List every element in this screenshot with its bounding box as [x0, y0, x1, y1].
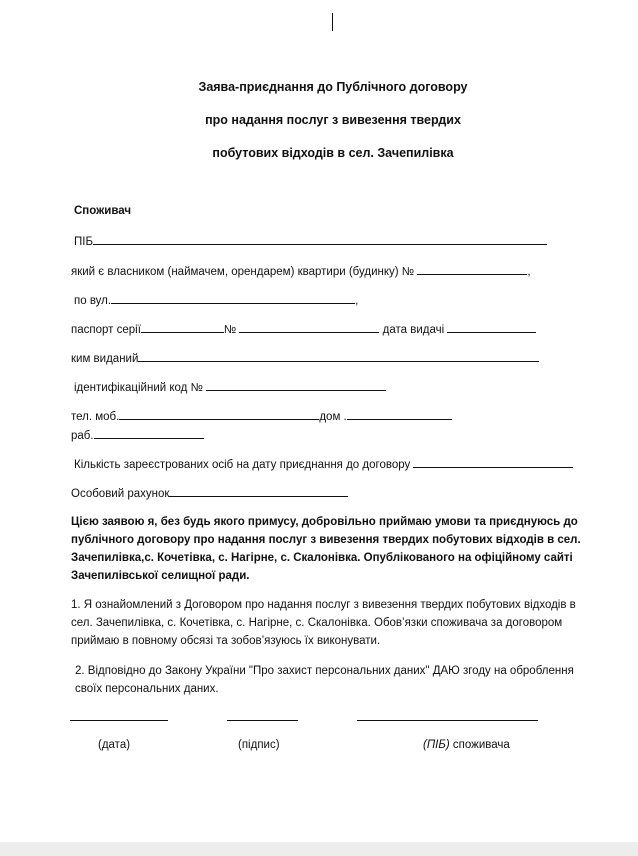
apartment-number-blank[interactable] — [417, 263, 527, 275]
account-label: Особовий рахунок — [71, 488, 170, 500]
title-line-2: про надання послуг з вивезення твердих — [205, 113, 461, 127]
consumer-heading: Споживач — [74, 205, 132, 217]
id-code-blank[interactable] — [206, 379, 386, 391]
statement-paragraph: Цією заявою я, без будь якого примусу, добровільно приймаю умови та приєднуюсь до публічного договору про надання послуг з вивезення твердих побутових відходів в сел. Зачепилівка,с. Кочетівка, с. Нагірне, с. Скалонівка. Опублікованого на офіційному сайті Зачепилівської селищної ради. — [71, 516, 581, 582]
pib-label: ПІБ — [74, 236, 94, 248]
date-caption: (дата) — [98, 739, 131, 751]
clause-1: 1. Я ознайомлений з Договором про надання послуг з вивезення твердих побутових відходів в сел. Зачепилівка, с. Кочетівка, с. Нагірне, с. Скалонівка. Обов’язки споживача за договором приймаю в повному обсязі та зобов’язуюсь їх виконувати. — [71, 599, 576, 647]
passport-row — [71, 321, 536, 336]
page-bottom-edge — [0, 842, 638, 856]
street-blank[interactable] — [111, 292, 355, 304]
registered-label: Кількість зареєстрованих осіб на дату приєднання до договору — [74, 459, 411, 471]
title-line-3: побутових відходів в сел. Зачепилівка — [212, 146, 454, 160]
issued-by-blank[interactable] — [138, 350, 539, 362]
passport-number-blank[interactable] — [239, 321, 379, 333]
work-label: раб. — [71, 430, 94, 442]
pib-blank[interactable] — [93, 233, 547, 245]
pib-caption — [423, 739, 510, 751]
sign-signature-line[interactable] — [227, 720, 298, 721]
issue-date-blank[interactable] — [447, 321, 536, 333]
work-phone-blank[interactable] — [94, 427, 204, 439]
owner-tail: , — [527, 266, 531, 278]
id-code-row — [74, 379, 386, 394]
phone-row — [71, 408, 452, 423]
passport-series-label: паспорт серії — [71, 324, 141, 336]
id-code-label: ідентифікаційний код № — [74, 382, 203, 394]
consumer-caption: споживача — [452, 739, 510, 751]
street-label: по вул. — [74, 295, 112, 307]
work-row — [71, 427, 204, 442]
pib-caption-italic: (ПІБ) — [423, 739, 450, 751]
title-line-1: Заява-приєднання до Публічного договору — [198, 80, 468, 94]
sign-caption: (підпис) — [238, 739, 280, 751]
street-row — [74, 292, 358, 307]
street-tail: , — [355, 295, 359, 307]
home-label: дом . — [319, 411, 347, 423]
issued-by-label: ким виданий — [71, 353, 139, 365]
registered-row — [74, 456, 573, 471]
issue-date-label: дата видачі — [382, 324, 445, 336]
account-row — [71, 485, 348, 500]
date-signature-line[interactable] — [70, 720, 168, 721]
mobile-label: тел. моб. — [71, 411, 120, 423]
registered-count-blank[interactable] — [413, 456, 573, 468]
text-cursor — [332, 13, 333, 31]
passport-no-label: № — [223, 324, 237, 336]
home-phone-blank[interactable] — [347, 408, 452, 420]
clause-2: 2. Відповідно до Закону України "Про захист персональних даних" ДАЮ згоду на оброблення своїх персональних даних. — [75, 665, 574, 695]
pib-row — [74, 233, 547, 248]
issued-by-row — [71, 350, 539, 365]
mobile-blank[interactable] — [119, 408, 319, 420]
owner-row — [71, 263, 531, 278]
pib-signature-line[interactable] — [357, 720, 538, 721]
passport-series-blank[interactable] — [141, 321, 224, 333]
account-blank[interactable] — [169, 485, 348, 497]
owner-label: який є власником (наймачем, орендарем) квартири (будинку) № — [71, 266, 415, 278]
